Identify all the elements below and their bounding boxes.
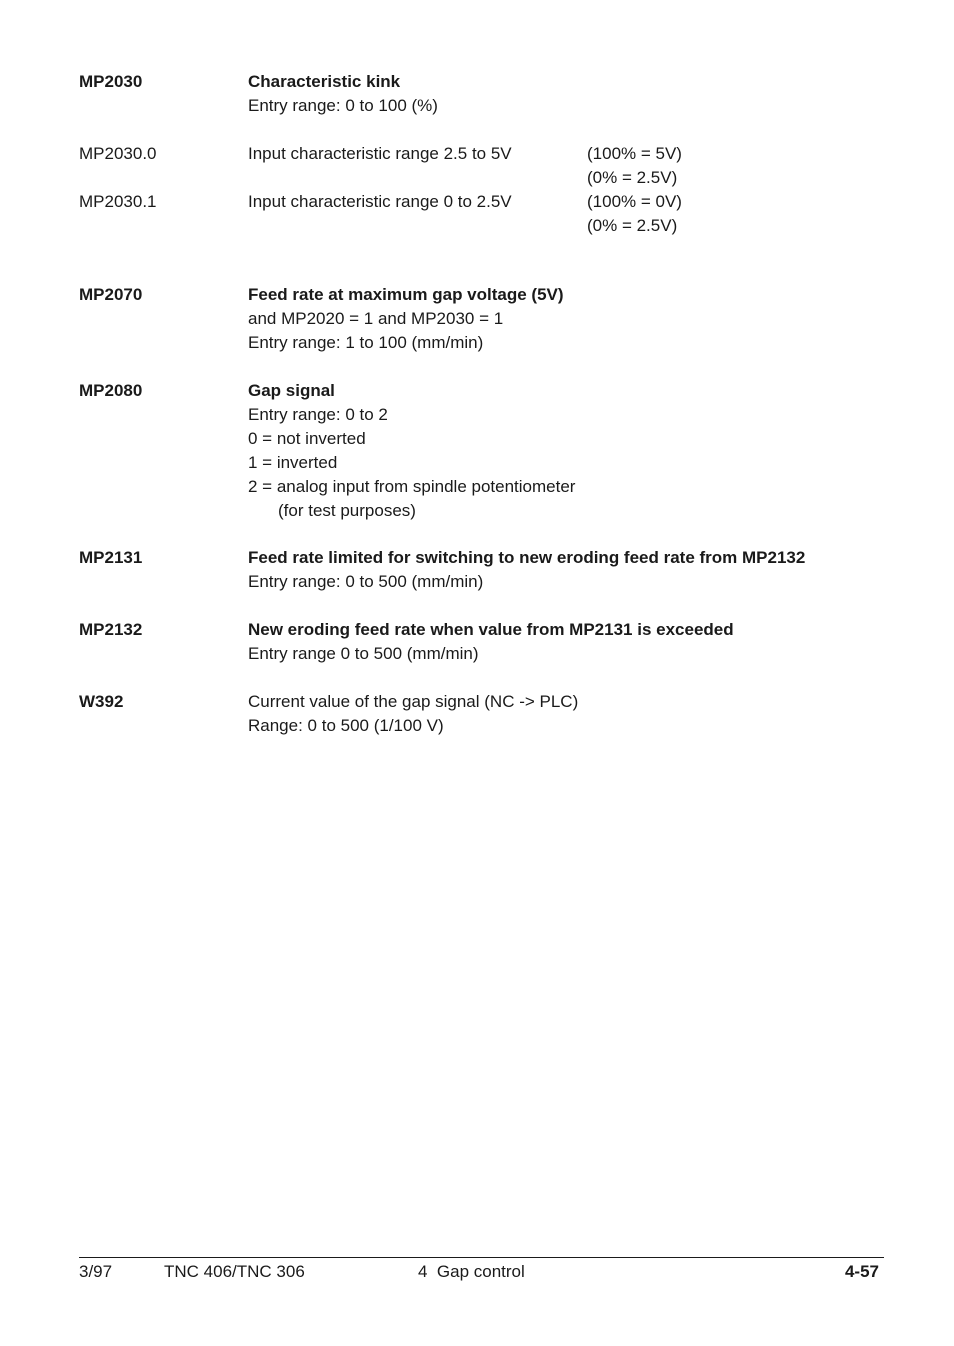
parameter-text: 2 = analog input from spindle potentiometer [248, 477, 576, 496]
parameter-title: Characteristic kink [248, 72, 401, 91]
subparameter-note: (100% = 0V) [587, 192, 682, 211]
footer-date: 3/97 [79, 1262, 113, 1281]
parameter-code: MP2070 [79, 285, 143, 304]
parameter-text: Entry range: 1 to 100 (mm/min) [248, 333, 484, 352]
parameter-code: W392 [79, 692, 124, 711]
parameter-code: MP2132 [79, 620, 143, 639]
parameter-title: New eroding feed rate when value from MP2131 is exceeded [248, 620, 734, 639]
footer-chapter: 4 Gap control [418, 1262, 525, 1281]
parameter-text: 1 = inverted [248, 453, 338, 472]
parameter-title: Feed rate limited for switching to new eroding feed rate from MP2132 [248, 548, 806, 567]
parameter-code: MP2030 [79, 72, 143, 91]
subparameter-note: (100% = 5V) [587, 144, 682, 163]
subparameter-note: (0% = 2.5V) [587, 216, 678, 235]
subparameter-text: Input characteristic range 0 to 2.5V [248, 192, 512, 211]
parameter-text: Range: 0 to 500 (1/100 V) [248, 716, 444, 735]
subparameter-code: MP2030.0 [79, 144, 157, 163]
parameter-text: and MP2020 = 1 and MP2030 = 1 [248, 309, 504, 328]
footer-rule [79, 1257, 884, 1258]
parameter-text: Entry range: 0 to 100 (%) [248, 96, 438, 115]
parameter-title: Feed rate at maximum gap voltage (5V) [248, 285, 564, 304]
footer-product: TNC 406/TNC 306 [164, 1262, 305, 1281]
parameter-title: Gap signal [248, 381, 335, 400]
subparameter-text: Input characteristic range 2.5 to 5V [248, 144, 512, 163]
parameter-text: (for test purposes) [278, 501, 416, 520]
parameter-text: Entry range: 0 to 500 (mm/min) [248, 572, 484, 591]
subparameter-note: (0% = 2.5V) [587, 168, 678, 187]
parameter-text: 0 = not inverted [248, 429, 366, 448]
parameter-code: MP2080 [79, 381, 143, 400]
page-number: 4-57 [844, 1262, 879, 1281]
parameter-text: Entry range 0 to 500 (mm/min) [248, 644, 479, 663]
parameter-code: MP2131 [79, 548, 143, 567]
parameter-text: Entry range: 0 to 2 [248, 405, 388, 424]
subparameter-code: MP2030.1 [79, 192, 157, 211]
parameter-text: Current value of the gap signal (NC -> PLC) [248, 692, 579, 711]
